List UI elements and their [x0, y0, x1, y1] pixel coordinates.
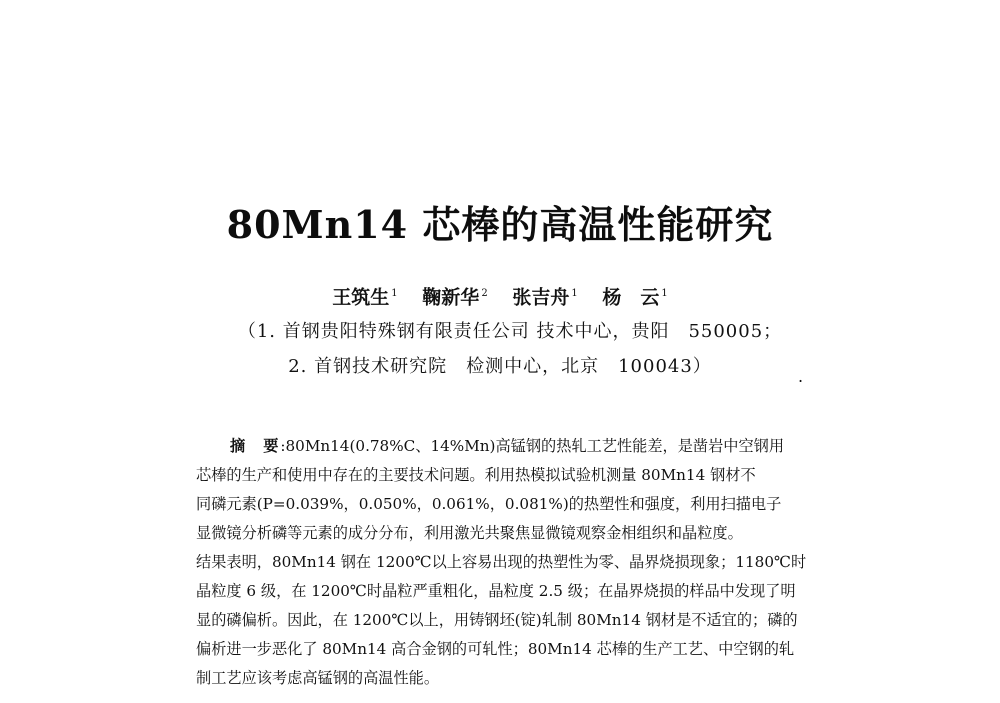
paper-title: 80Mn14 芯棒的高温性能研究 — [226, 202, 774, 247]
abstract-line: 摘 要:80Mn14(0.78%C、14%Mn)高锰钢的热轧工艺性能差，是凿岩中空钢用 — [230, 437, 785, 455]
abstract-line: 同磷元素(P=0.039%，0.050%，0.061%，0.081%)的热塑性和强度，利用扫描电子 — [196, 495, 782, 513]
abstract-line: 芯棒的生产和使用中存在的主要技术问题。利用热模拟试验机测量 80Mn14 钢材不 — [196, 466, 756, 484]
abstract-line: 显的磷偏析。因此，在 1200℃以上，用铸钢坯(锭)轧制 80Mn14 钢材是不适宜的；磷的 — [196, 611, 798, 629]
abstract-label: 摘 要 — [230, 437, 281, 455]
abstract-line: 显微镜分析磷等元素的成分分布，利用激光共聚焦显微镜观察金相组织和晶粒度。 — [196, 524, 743, 542]
author-list — [0, 280, 1000, 311]
stray-mark: . — [798, 367, 804, 386]
author: 杨 云 $^1$ — [602, 286, 668, 309]
abstract-line: 偏析进一步恶化了 80Mn14 高合金钢的可轧性；80Mn14 芯棒的生产工艺、中空钢的轧 — [196, 640, 795, 658]
abstract-line: 晶粒度 6 级，在 1200℃时晶粒严重粗化，晶粒度 2.5 级；在晶界烧损的样品中发现了明 — [196, 582, 796, 600]
abstract — [196, 432, 832, 693]
abstract-line: 结果表明，80Mn14 钢在 1200℃以上容易出现的热塑性为零、晶界烧损现象；1180℃时 — [196, 553, 807, 571]
author: 鞠新华 $^2$ — [422, 286, 488, 309]
affiliation-1: （1. 首钢贵阳特殊钢有限责任公司 技术中心，贵阳 550005； — [237, 321, 783, 342]
affiliation-2: 2. 首钢技术研究院 检测中心，北京 100043） — [288, 356, 712, 377]
author: 王筑生 $^1$ — [332, 286, 398, 309]
abstract-line: 制工艺应该考虑高锰钢的高温性能。 — [196, 669, 439, 687]
author: 张吉舟 $^1$ — [512, 286, 578, 309]
